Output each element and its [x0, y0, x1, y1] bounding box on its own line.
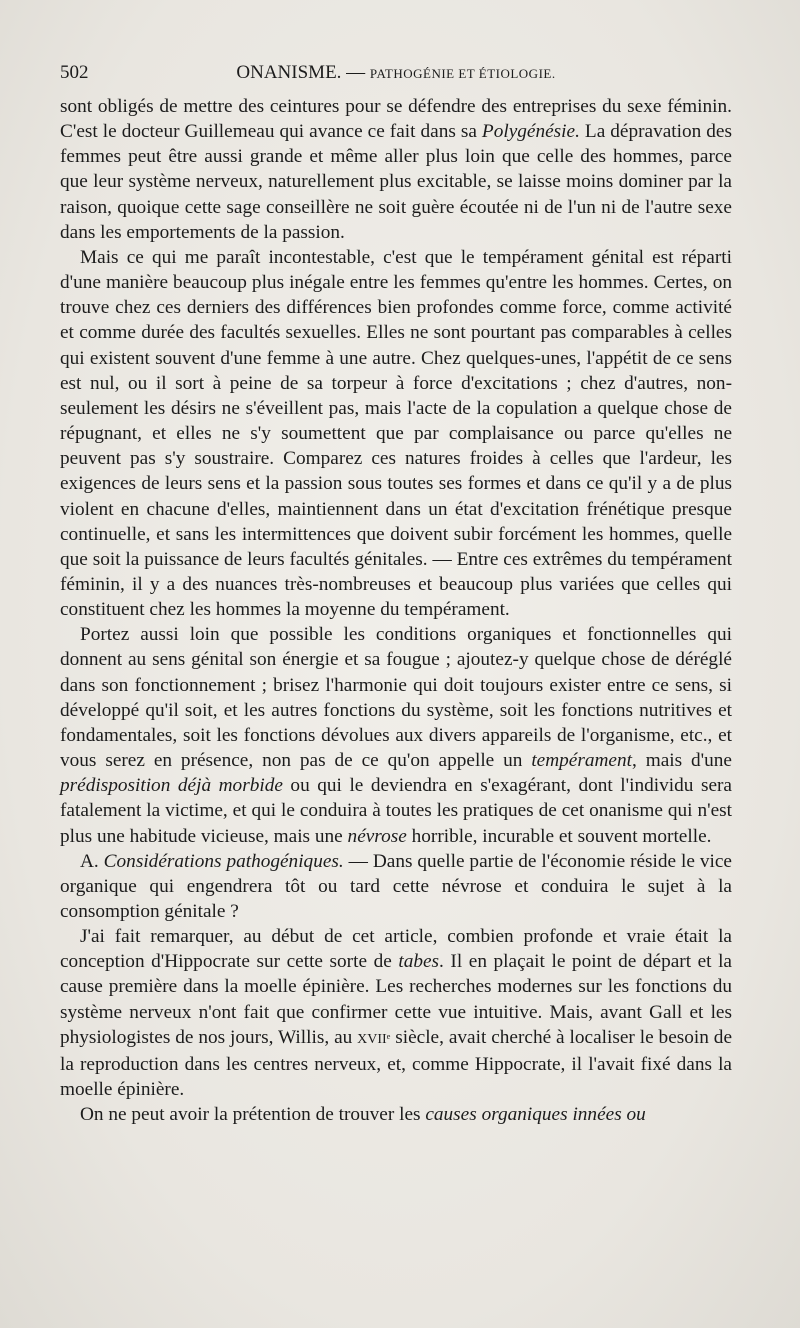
italic-text: prédisposition déjà morbide — [60, 775, 283, 797]
text-run: ou qui le deviendra en s'exagérant, dont l'individu sera fatalement la victime, et qui le conduira à toutes les pratiques de cet onanisme qui n'est plus une habitude vicieuse, mais une — [60, 775, 732, 847]
italic-text: causes organiques innées ou — [425, 1104, 646, 1126]
paragraph — [60, 849, 732, 924]
running-title-sub: PATHOGÉNIE ET ÉTIOLOGIE. — [369, 66, 556, 81]
text-run: Mais ce qui me paraît incontestable, c'est que le tempérament génital est réparti d'une manière beaucoup plus inégale entre les femmes qu'entre les hommes. Certes, on trouve chez ces derniers des différences bien profondes comme force, comme activité et comme durée des facultés sexuelles. Elles ne sont pourtant pas comparables à celles qui existent souvent d'une femme à une autre. Chez quelques-unes, l'appétit de ce sens est nul, ou il sort à peine de sa torpeur à force d'excitations ; chez d'autres, non-seulement les désirs ne s'éveillent pas, mais l'acte de la copulation a quelque chose de répugnant, et elles ne s'y soumettent que par complaisance ou parce qu'elles ne peuvent pas s'y soustraire. Comparez ces natures froides à celles que l'ardeur, les exigences de leurs sens et la passion sous toutes ses formes et dans ce qu'il y a de plus violent en chacune d'elles, maintiennent dans un état d'excitation frénétique presque continuelle, et sans les intermittences que doivent subir forcément les hommes, quelle que soit la puissance de leurs facultés génitales. — Entre ces extrêmes du tempérament féminin, il y a des nuances très-nombreuses et beaucoup plus variées que celles qui constituent chez les hommes la moyenne du tempérament. — [60, 246, 732, 621]
paragraph — [60, 924, 732, 1102]
text-run: On ne peut avoir la prétention de trouver les — [80, 1104, 426, 1126]
text-run: J'ai fait remarquer, au début de cet article, combien profonde et vraie était la conception d'Hippocrate sur cette sorte de — [60, 926, 732, 973]
text-run: sont obligés de mettre des ceintures pour se défendre des entreprises du sexe féminin. C'est le docteur Guillemeau qui avance ce fait dans sa — [60, 96, 732, 143]
text-run: Portez aussi loin que possible les conditions organiques et fonctionnelles qui donnent au sens génital son énergie et sa fougue ; ajoutez-y quelque chose de déréglé dans son fonctionnement ; brisez l'harmonie qui doit toujours exister entre ce sens, si développé qu'il soit, et les autres fonctions du système, soit les fonctions nutritives et fondamentales, soit les fonctions dévolues aux divers appareils de l'organisme, etc., et vous serez en présence, non pas de ce qu'on appelle un — [60, 624, 732, 772]
italic-text: Considérations pathogéniques. — [103, 850, 344, 872]
italic-text: tabes — [398, 951, 440, 973]
text-run: A. — [80, 850, 104, 872]
paragraph — [60, 245, 732, 622]
text-run: . Il en plaçait le point de départ et la cause première dans la moelle épinière. Les recherches modernes sur les fonctions du système nerveux n'ont fait que confirmer cette vue intuitive. Mais, avant Gall et les physiologistes de nos jours, Willis, au — [60, 951, 732, 1048]
paragraph — [60, 622, 732, 848]
text-run: La dépravation des femmes peut être aussi grande et même aller plus loin que celle des hommes, parce que leur système nerveux, naturellement plus excitable, se laisse moins dominer par la raison, quoique cette sage conseillère ne soit guère écoutée ni de l'un ni de l'autre sexe dans les emportements de la passion. — [60, 121, 732, 243]
italic-text: névrose — [347, 825, 407, 847]
text-run: , mais d'une — [632, 750, 732, 772]
text-run: siècle, avait cherché à localiser le besoin de la reproduction dans les centres nerveux, et, comme Hippocrate, il l'avait fixé dans la moelle épinière. — [60, 1026, 732, 1101]
italic-text: Polygénésie. — [481, 121, 580, 143]
text-run: — Dans quelle partie de l'économie réside le vice organique qui engendrera tôt ou tard cette névrose et conduira le sujet à la consomption génitale ? — [60, 850, 732, 922]
running-title — [60, 62, 732, 84]
text-run: horrible, incurable et souvent mortelle. — [406, 825, 712, 847]
running-title-main: ONANISME. — [236, 62, 342, 83]
paragraph — [60, 94, 732, 245]
running-title-dash: — — [341, 62, 370, 83]
running-header — [60, 62, 732, 88]
italic-text: tempérament — [531, 750, 632, 772]
paragraph — [60, 1102, 732, 1127]
body-text — [60, 94, 732, 1127]
small-caps-text: XVIIᵉ — [357, 1031, 391, 1047]
page-number: 502 — [60, 62, 89, 83]
